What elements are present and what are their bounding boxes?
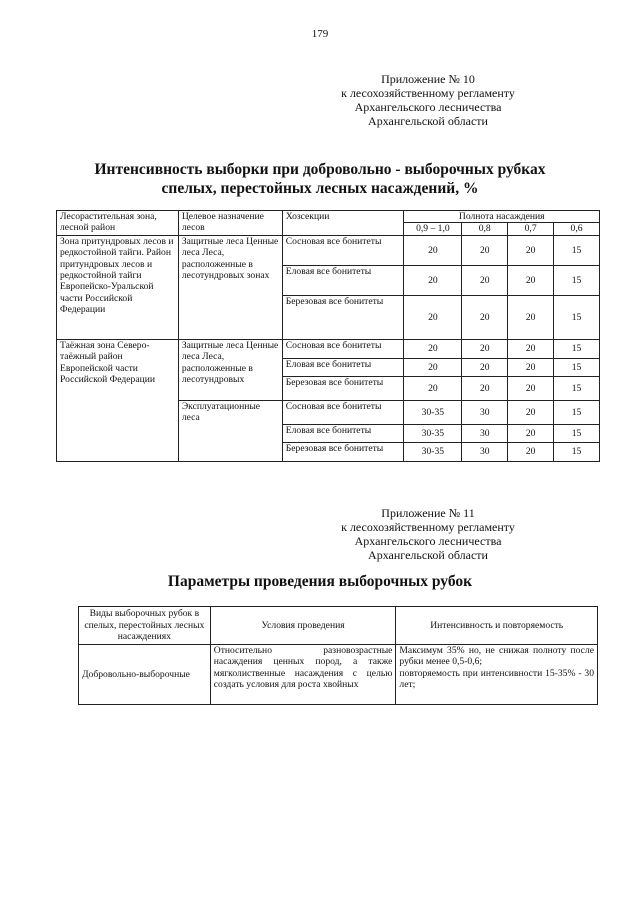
value-cell: 20 [462, 295, 508, 339]
header-intensity: Интенсивность и повторяемость [396, 607, 598, 645]
intensity-cell [396, 645, 598, 705]
intensity-line2: повторяемость при интенсивности 15-35% - 30 лет; [399, 667, 594, 691]
purpose-cell-3: Эксплуатационные леса [178, 400, 282, 461]
title-1-line2: спелых, перестойных лесных насаждений, % [161, 180, 479, 197]
value-cell: 20 [508, 400, 554, 424]
header-zone: Лесорастительная зона, лесной район [57, 211, 179, 236]
appendix-10-line1: Приложение № 10 [381, 72, 475, 86]
appendix-11-heading [308, 506, 548, 562]
header-kind: Виды выборочных рубок в спелых, перестойных лесных насаждениях [79, 607, 211, 645]
value-cell: 30 [462, 400, 508, 424]
appendix-10-heading [308, 72, 548, 128]
appendix-11-line2: к лесохозяйственному регламенту [341, 520, 515, 534]
value-cell: 20 [508, 442, 554, 461]
value-cell: 20 [404, 339, 462, 358]
value-cell: 15 [554, 295, 600, 339]
value-cell: 30-35 [404, 424, 462, 442]
section-cell: Сосновая все бонитеты [282, 400, 404, 424]
purpose-cell-2: Защитные леса Ценные леса Леса, расположенные в лесотундровых [178, 339, 282, 400]
intensity-line1: Максимум 35% но, не снижая полноту после рубки менее 0,5-0,6; [399, 645, 594, 668]
header-purpose: Целевое назначение лесов [178, 211, 282, 236]
appendix-11-line4: Архангельской области [368, 548, 488, 562]
value-cell: 15 [554, 235, 600, 265]
felling-intensity-table [56, 210, 600, 462]
header-conditions: Условия проведения [210, 607, 396, 645]
appendix-10-line2: к лесохозяйственному регламенту [341, 86, 515, 100]
value-cell: 20 [404, 376, 462, 400]
value-cell: 20 [508, 424, 554, 442]
title-1-line1: Интенсивность выборки при добровольно - выборочных рубках [94, 161, 546, 178]
section-cell: Еловая все бонитеты [282, 265, 404, 295]
section-cell: Сосновая все бонитеты [282, 339, 404, 358]
header-section: Хозсекции [282, 211, 404, 236]
header-density: Полнота насаждения [404, 211, 600, 223]
appendix-10-line4: Архангельской области [368, 114, 488, 128]
value-cell: 20 [462, 265, 508, 295]
value-cell: 20 [508, 339, 554, 358]
zone-cell-2: Таёжная зона Северо-таёжный район Европейской части Российской Федерации [57, 339, 179, 461]
value-cell: 20 [508, 376, 554, 400]
purpose-cell-1: Защитные леса Ценные леса Леса, расположенные в лесотундровых зонах [178, 235, 282, 339]
value-cell: 20 [462, 235, 508, 265]
value-cell: 15 [554, 442, 600, 461]
value-cell: 20 [462, 339, 508, 358]
section-cell: Березовая все бонитеты [282, 376, 404, 400]
appendix-10-line3: Архангельского лесничества [354, 100, 502, 114]
value-cell: 15 [554, 265, 600, 295]
title-1 [0, 160, 640, 198]
conditions-cell: Относительно разновозрастные насаждения ценных пород, а также мягколиственные насаждения с целью создать условия для роста хвойных [210, 645, 396, 705]
zone-cell-1: Зона притундровых лесов и редкостойной тайги. Район притундровых лесов и редкостойной тайги Европейско-Уральской части Российской Федерации [57, 235, 179, 339]
value-cell: 15 [554, 376, 600, 400]
section-cell: Березовая все бонитеты [282, 442, 404, 461]
value-cell: 30-35 [404, 400, 462, 424]
appendix-11-line1: Приложение № 11 [381, 506, 475, 520]
section-cell: Еловая все бонитеты [282, 358, 404, 376]
value-cell: 15 [554, 400, 600, 424]
value-cell: 20 [508, 358, 554, 376]
value-cell: 20 [404, 358, 462, 376]
title-2: Параметры проведения выборочных рубок [167, 573, 473, 590]
value-cell: 20 [462, 376, 508, 400]
value-cell: 30 [462, 442, 508, 461]
section-cell: Березовая все бонитеты [282, 295, 404, 339]
value-cell: 30-35 [404, 442, 462, 461]
value-cell: 15 [554, 339, 600, 358]
value-cell: 15 [554, 358, 600, 376]
table-row [57, 339, 600, 358]
kind-cell: Добровольно-выборочные [79, 645, 211, 705]
table-row [79, 645, 598, 705]
header-density-4: 0,6 [554, 223, 600, 235]
page-number: 179 [311, 28, 329, 40]
table-row [57, 235, 600, 265]
value-cell: 30 [462, 424, 508, 442]
value-cell: 20 [404, 295, 462, 339]
header-density-3: 0,7 [508, 223, 554, 235]
value-cell: 20 [508, 235, 554, 265]
header-density-1: 0,9 – 1,0 [404, 223, 462, 235]
value-cell: 20 [462, 358, 508, 376]
value-cell: 20 [404, 265, 462, 295]
section-cell: Еловая все бонитеты [282, 424, 404, 442]
value-cell: 20 [508, 265, 554, 295]
value-cell: 20 [404, 235, 462, 265]
header-density-2: 0,8 [462, 223, 508, 235]
appendix-11-line3: Архангельского лесничества [354, 534, 502, 548]
section-cell: Сосновая все бонитеты [282, 235, 404, 265]
value-cell: 20 [508, 295, 554, 339]
value-cell: 15 [554, 424, 600, 442]
selective-felling-parameters-table [78, 606, 598, 705]
